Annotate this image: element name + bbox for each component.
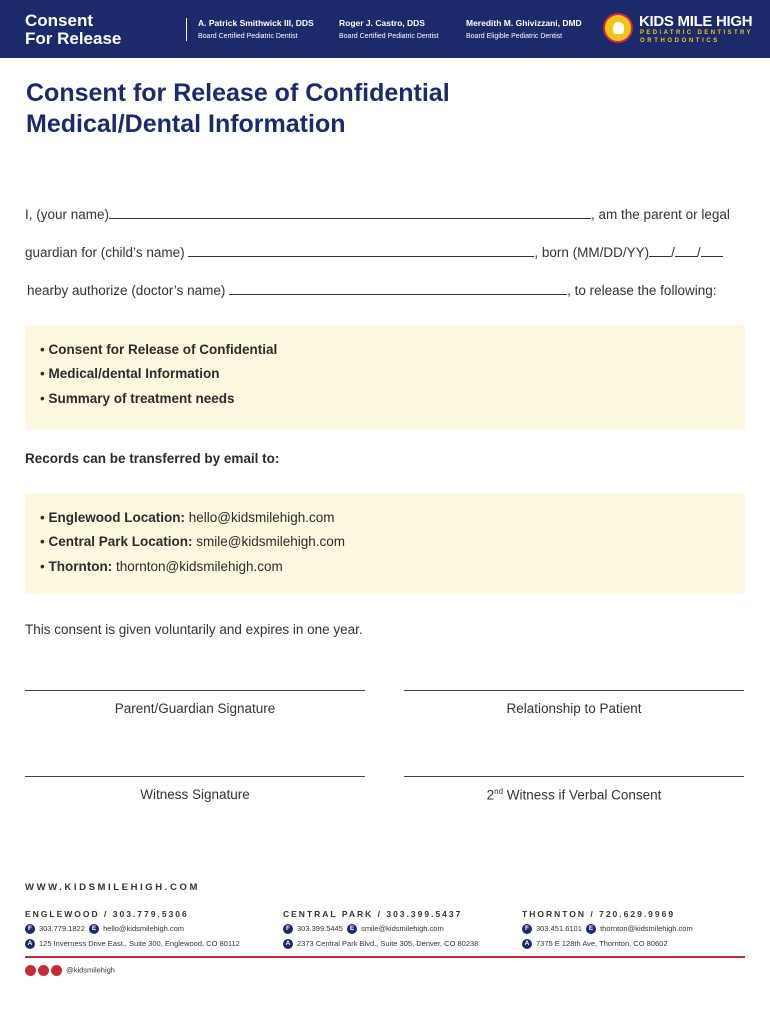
office-fax: 303.399.5445 [297, 924, 343, 933]
office-fax: 303.779.1822 [39, 924, 85, 933]
location-label: Central Park Location: [48, 534, 193, 549]
address-icon: A [283, 939, 293, 949]
office-email[interactable]: smile@kidsmilehigh.com [361, 924, 444, 933]
doctor-3 [466, 18, 582, 40]
doctor-credential: Board Certified Pediatric Dentist [339, 33, 439, 40]
doctor-name-field[interactable] [229, 282, 567, 295]
label-release: , to release the following: [567, 283, 717, 298]
office-contact [25, 924, 184, 934]
office-name: ENGLEWOOD / 303.779.5306 [25, 909, 189, 919]
location-email[interactable]: hello@kidsmilehigh.com [188, 510, 335, 525]
witness-signature-line[interactable] [25, 776, 365, 777]
release-item [40, 391, 235, 406]
child-name-field[interactable] [188, 244, 534, 257]
doctor-credential: Board Eligible Pediatric Dentist [466, 33, 563, 40]
header-title [25, 12, 121, 48]
birth-month-field[interactable] [649, 244, 671, 257]
witness2-number: 2 [486, 787, 495, 803]
social-handle[interactable]: @kidsmilehigh [66, 965, 115, 975]
page-title: Consent for Release of Confidential Medical/Dental Information [26, 79, 450, 138]
birth-day-field[interactable] [675, 244, 697, 257]
office-email[interactable]: hello@kidsmilehigh.com [103, 924, 185, 933]
office-address-text: 125 Inverness Drive East., Suite 300, Englewood, CO 80112 [39, 939, 240, 948]
release-item [40, 366, 220, 381]
label-parent-legal: , am the parent or legal [591, 207, 730, 222]
label-your-name: I, (your name) [25, 207, 110, 222]
birth-year-field[interactable] [701, 244, 723, 257]
header-divider [186, 18, 187, 41]
records-heading: Records can be transferred by email to: [25, 451, 280, 466]
header-title-line2: For Release [25, 29, 122, 48]
release-item-text: Medical/dental Information [48, 366, 220, 381]
bullet-glyph: • [40, 342, 45, 357]
office-address [522, 939, 668, 949]
address-icon: A [522, 939, 532, 949]
location-email[interactable]: smile@kidsmilehigh.com [196, 534, 346, 549]
email-icon: E [586, 924, 596, 934]
logo-name: KIDS MILE HIGH [639, 13, 753, 30]
office-address [25, 939, 240, 949]
location-item [40, 559, 283, 574]
doctor-credential: Board Certified Pediatric Dentist [198, 33, 298, 40]
location-email[interactable]: thornton@kidsmilehigh.com [116, 559, 283, 574]
date-separator: / [671, 245, 675, 260]
bullet-glyph: • [40, 391, 45, 406]
instagram-icon[interactable] [38, 965, 49, 976]
address-icon: A [25, 939, 35, 949]
form-line-3 [27, 282, 716, 298]
twitter-icon[interactable] [51, 965, 62, 976]
relationship-label: Relationship to Patient [506, 701, 642, 716]
fax-icon: F [283, 924, 293, 934]
second-witness-label [404, 787, 744, 803]
parent-signature-line[interactable] [25, 690, 365, 691]
location-label: Englewood Location: [48, 510, 185, 525]
location-label: Thornton: [48, 559, 113, 574]
office-name: THORNTON / 720.629.9969 [522, 909, 676, 919]
doctor-name: A. Patrick Smithwick III, DDS [198, 18, 314, 28]
form-line-2 [25, 244, 723, 260]
logo-subtitle: PEDIATRIC DENTISTRY [640, 30, 753, 36]
relationship-line[interactable] [404, 690, 744, 691]
bullet-glyph: • [40, 559, 45, 574]
doctor-2 [339, 18, 439, 40]
bullet-glyph: • [40, 366, 45, 381]
your-name-field[interactable] [109, 206, 591, 219]
release-item-text: Consent for Release of Confidential [48, 342, 278, 357]
date-separator: / [696, 245, 701, 260]
doctor-name: Meredith M. Ghivizzani, DMD [466, 18, 582, 28]
label-born: , born (MM/DD/YY) [534, 245, 650, 260]
footer-divider [25, 956, 745, 958]
social-links [25, 965, 115, 976]
label-child-name: guardian for (child’s name) [25, 245, 185, 260]
office-fax: 303.451.6101 [536, 924, 582, 933]
facebook-icon[interactable] [25, 965, 36, 976]
parent-signature-label: Parent/Guardian Signature [114, 701, 276, 716]
doctor-1 [198, 18, 314, 40]
office-address-text: 7375 E 128th Ave, Thornton, CO 80602 [536, 939, 668, 948]
fax-icon: F [522, 924, 532, 934]
form-line-1 [25, 206, 730, 222]
release-item-text: Summary of treatment needs [48, 391, 235, 406]
office-email[interactable]: thornton@kidsmilehigh.com [600, 924, 693, 933]
release-item [40, 342, 277, 357]
witness2-suffix: nd [494, 787, 504, 796]
email-icon: E [347, 924, 357, 934]
website[interactable]: WWW.KIDSMILEHIGH.COM [25, 882, 200, 893]
location-item [40, 510, 335, 525]
header-bar [0, 0, 770, 58]
consent-note: This consent is given voluntarily and expires in one year. [25, 622, 363, 637]
tooth-badge-icon [603, 13, 633, 43]
second-witness-line[interactable] [404, 776, 744, 777]
label-doctor-name: hearby authorize (doctor’s name) [27, 283, 226, 298]
office-contact [522, 924, 693, 934]
header-title-line1: Consent [25, 11, 93, 30]
witness-signature-label: Witness Signature [140, 787, 250, 802]
office-contact [283, 924, 444, 934]
logo-subtitle-2: ORTHODONTICS [640, 38, 720, 44]
office-name: CENTRAL PARK / 303.399.5437 [283, 909, 463, 919]
location-item [40, 534, 345, 549]
bullet-glyph: • [40, 510, 45, 525]
doctor-name: Roger J. Castro, DDS [339, 18, 425, 28]
office-address [283, 939, 478, 949]
bullet-glyph: • [40, 534, 45, 549]
fax-icon: F [25, 924, 35, 934]
office-address-text: 2373 Central Park Blvd., Suite 305, Denver, CO 80238 [297, 939, 479, 948]
email-icon: E [89, 924, 99, 934]
witness2-text: Witness if Verbal Consent [503, 787, 662, 803]
